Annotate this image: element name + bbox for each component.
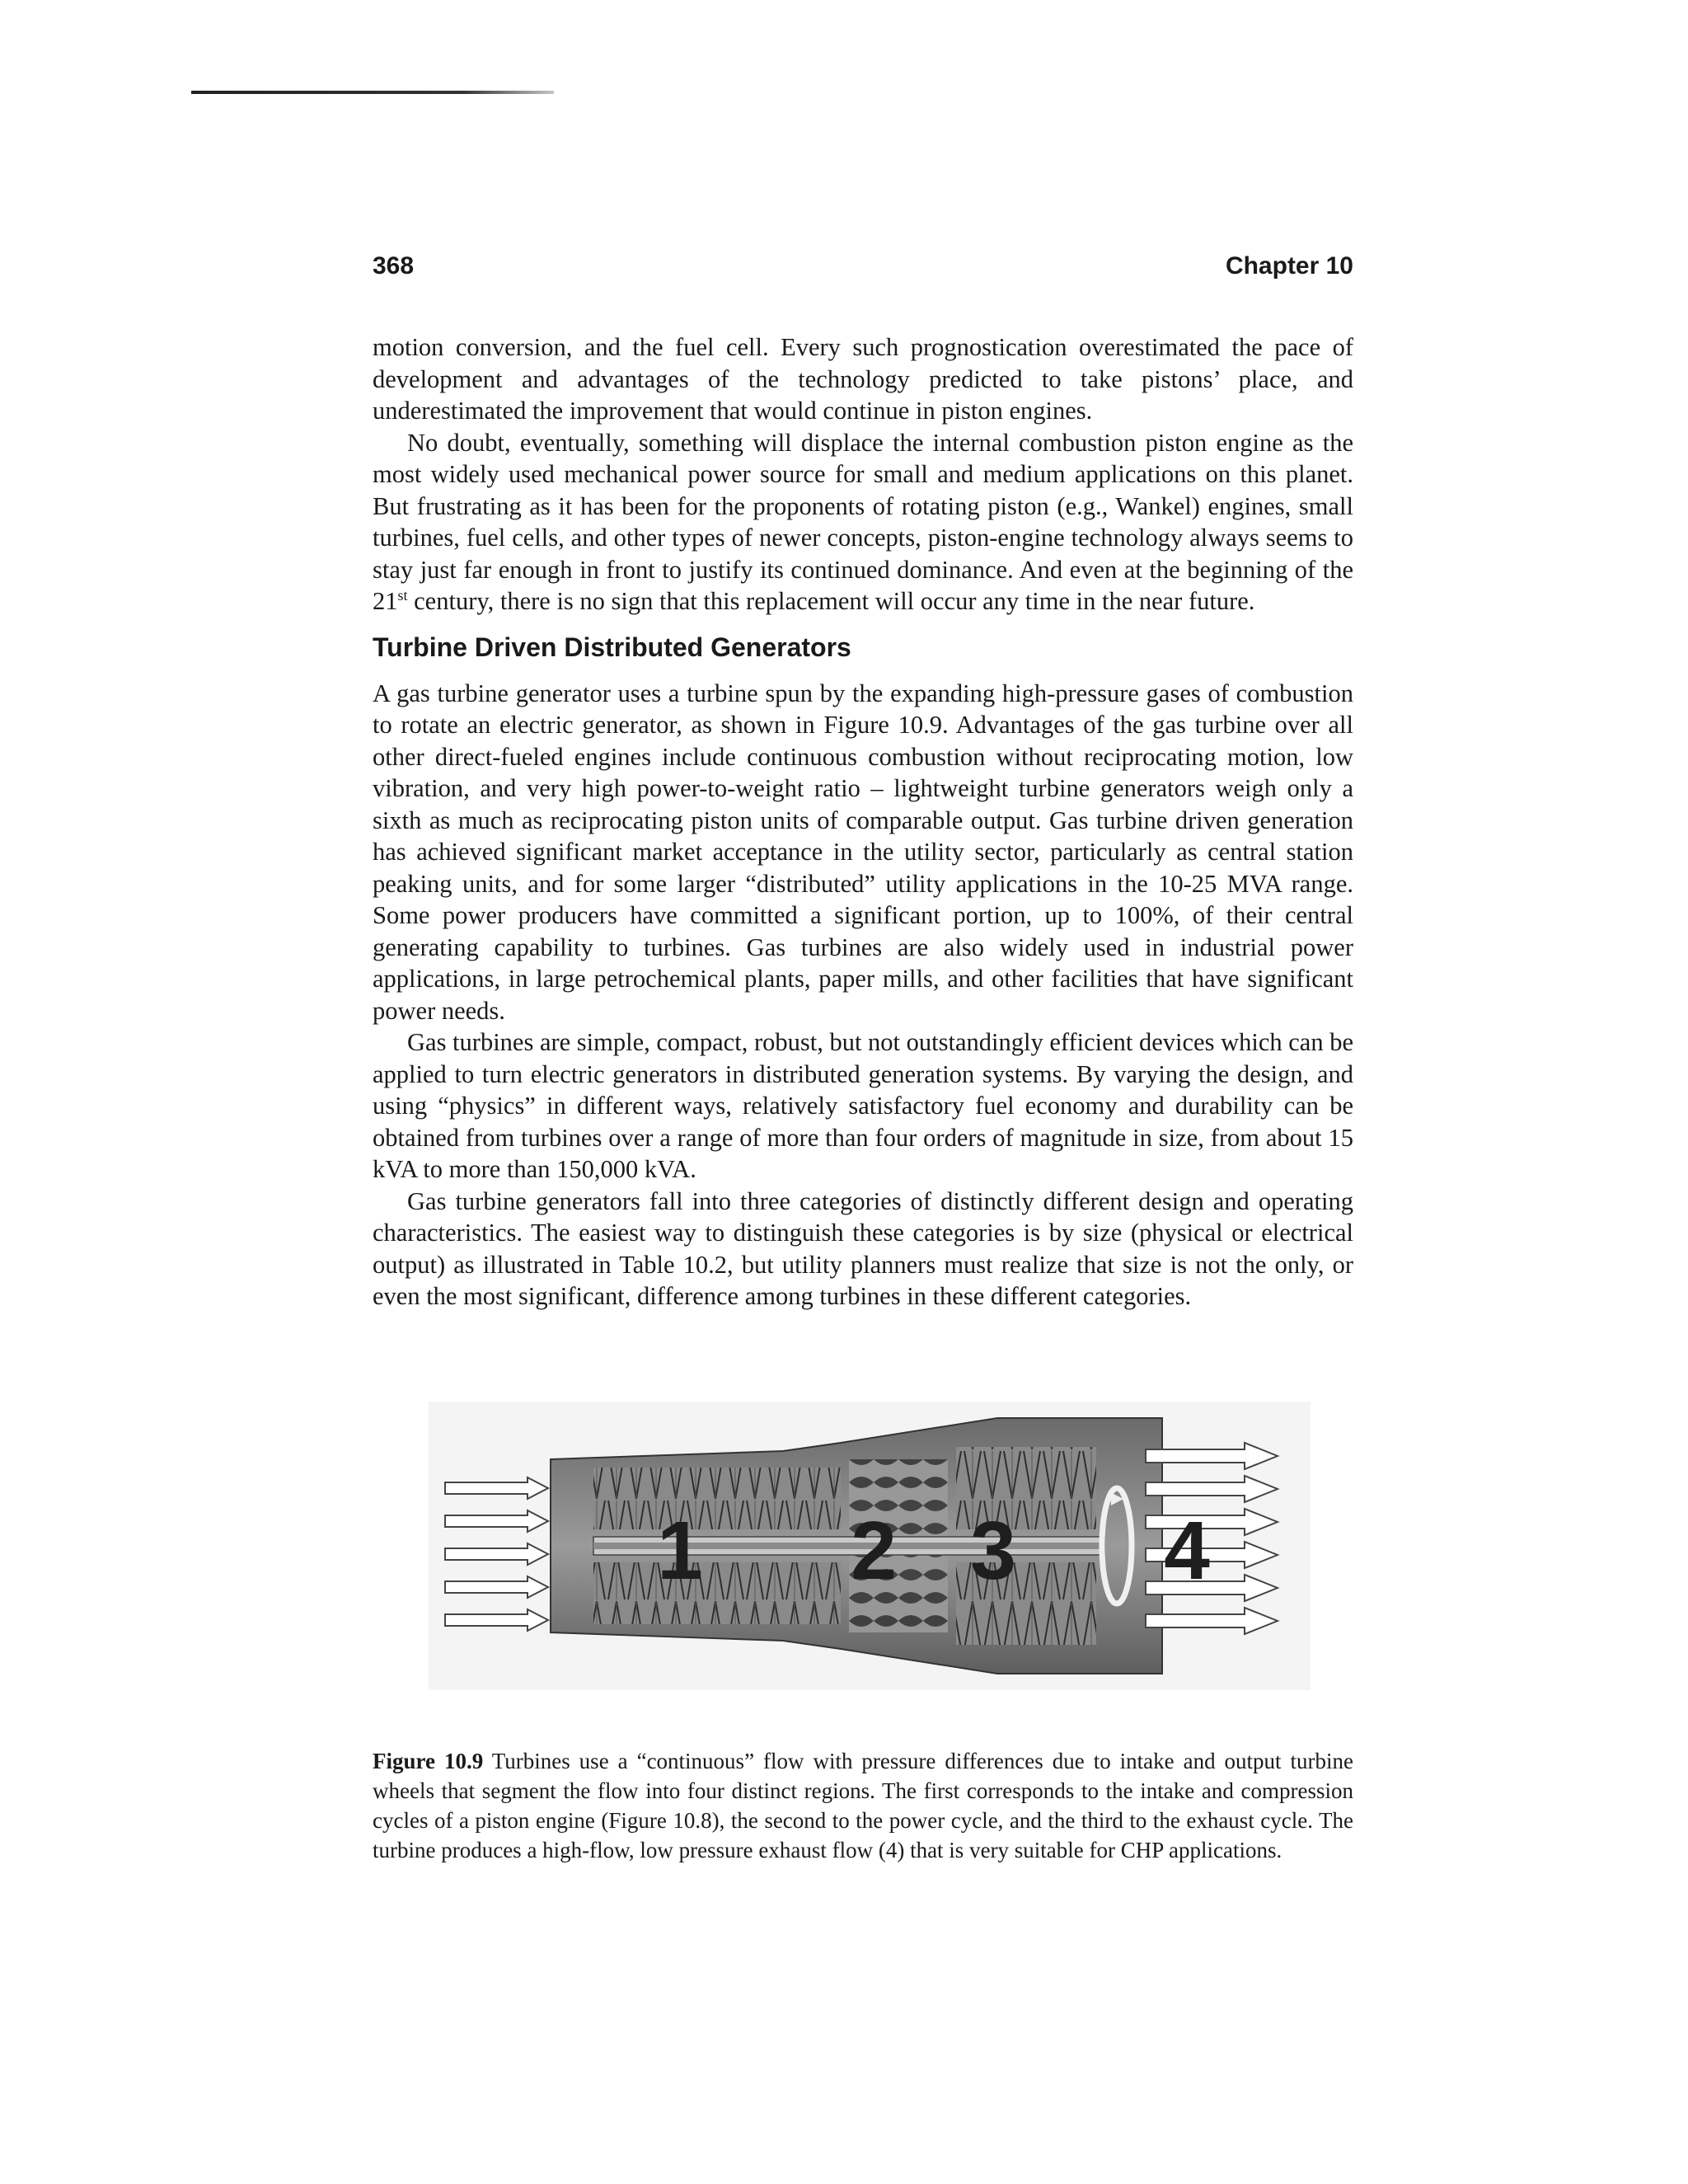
region-label-3: 3 (970, 1505, 1016, 1597)
body-text (373, 331, 1353, 1313)
paragraph-5: Gas turbine generators fall into three categories of distinctly different design and operating characteristics. The easiest way to distinguish these categories is by size (physical or electrical output) as illustrated in Table 10.2, but utility planners must realize that size is not the only, or even the most significant, difference among turbines in these different categories. (373, 1186, 1353, 1310)
region-label-4: 4 (1164, 1505, 1210, 1597)
paragraph-1: motion conversion, and the fuel cell. Every such prognostication overestimated the pace of development and advantages of the technology predicted to take pistons’ place, and underestimated the improvement that would continue in piston engines. (373, 333, 1353, 425)
turbine-figure (429, 1402, 1311, 1690)
ordinal-suffix: st (397, 586, 408, 604)
figure-caption (373, 1746, 1353, 1865)
caption-text: Turbines use a “continuous” flow with pressure differences due to intake and output turbine wheels that segment the flow into four distinct regions. The first corresponds to the intake and compression cycles of a piston engine (Figure 10.8), the second to the power cycle, and the third to the exhaust cycle. The turbine produces a high-flow, low pressure exhaust flow (4) that is very suitable for CHP applications. (373, 1749, 1353, 1862)
region-label-1: 1 (657, 1505, 703, 1597)
turbine-diagram (429, 1402, 1311, 1690)
paragraph-3: A gas turbine generator uses a turbine spun by the expanding high-pressure gases of combustion to rotate an electric generator, as shown in Figure 10.9. Advantages of the gas turbine over all other direct-fueled engines include continuous combustion without reciprocating motion, low vibration, and very high power-to-weight ratio – lightweight turbine generators weigh only a sixth as much as reciprocating piston units of comparable output. Gas turbine driven generation has achieved significant market acceptance in the utility sector, particularly as central station peaking units, and for some larger “distributed” utility applications in the 10-25 MVA range. Some power producers have committed a significant portion, up to 100%, of their central generating capability to turbines. Gas turbines are also widely used in industrial power applications, in large petrochemical plants, paper mills, and other facilities that have significant power needs. (373, 679, 1353, 1025)
figure-label: Figure 10.9 (373, 1749, 484, 1773)
running-header (373, 252, 1353, 289)
paragraph-2-text-b: century, there is no sign that this replacement will occur any time in the near future. (407, 587, 1255, 615)
paragraph-2 (373, 427, 1353, 618)
section-heading: Turbine Driven Distributed Generators (373, 632, 851, 662)
chapter-label: Chapter 10 (1225, 252, 1353, 279)
page-number: 368 (373, 252, 415, 279)
paragraph-4: Gas turbines are simple, compact, robust, but not outstandingly efficient devices which can be applied to turn electric generators in distributed generation systems. By varying the design, and using “physics” in different ways, relatively satisfactory fuel economy and durability can be obtained from turbines over a range of more than four orders of magnitude in size, from about 15 kVA to more than 150,000 kVA. (373, 1028, 1353, 1183)
paragraph-2-text-a: No doubt, eventually, something will displace the internal combustion piston engine as the most widely used mechanical power source for small and medium applications on this planet. But frustrating as it has been for the proponents of rotating piston (e.g., Wankel) engines, small turbines, fuel cells, and other types of newer concepts, piston-engine technology always seems to stay just far enough in front to justify its continued dominance. And even at the beginning of the 21 (373, 428, 1353, 615)
top-rule (191, 91, 554, 94)
region-label-2: 2 (851, 1505, 897, 1597)
